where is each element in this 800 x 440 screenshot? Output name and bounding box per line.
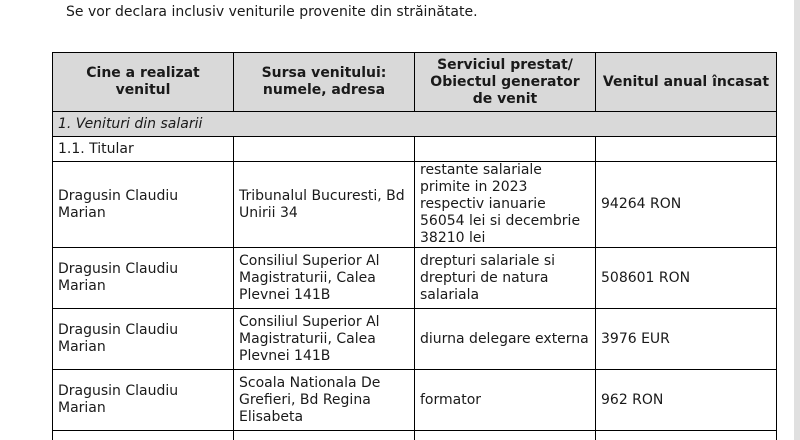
cell-service: formator: [415, 370, 596, 431]
cell-service: drepturi salariale si drepturi de natura salariala: [415, 248, 596, 309]
cell-source: Consiliul Superior Al Magistraturii, Calea Plevnei 141B: [234, 248, 415, 309]
header-source: Sursa venitului: numele, adresa: [234, 53, 415, 112]
empty-cell: [415, 431, 596, 440]
header-service: Serviciul prestat/ Obiectul generator de venit: [415, 53, 596, 112]
page-edge-divider: [794, 0, 800, 440]
empty-cell: [415, 137, 596, 162]
subsection-label: 1.1. Titular: [53, 137, 234, 162]
empty-cell: [234, 431, 415, 440]
cell-income: 3976 EUR: [596, 309, 777, 370]
empty-cell: [596, 431, 777, 440]
section-label: 1. Venituri din salarii: [53, 112, 777, 137]
table-header-row: [53, 53, 777, 112]
table-row: [53, 309, 777, 370]
cell-income: 94264 RON: [596, 162, 777, 248]
empty-cell: [53, 431, 234, 440]
cell-source: Scoala Nationala De Grefieri, Bd Regina Elisabeta: [234, 370, 415, 431]
cell-who: Dragusin Claudiu Marian: [53, 162, 234, 248]
header-income: Venitul anual încasat: [596, 53, 777, 112]
table-row: [53, 162, 777, 248]
table-row: [53, 248, 777, 309]
cell-service: restante salariale primite in 2023 respectiv ianuarie 56054 lei si decembrie 38210 lei: [415, 162, 596, 248]
income-table: [52, 52, 777, 440]
table-row: [53, 370, 777, 431]
cell-source: Tribunalul Bucuresti, Bd Unirii 34: [234, 162, 415, 248]
cell-source: Consiliul Superior Al Magistraturii, Calea Plevnei 141B: [234, 309, 415, 370]
cell-who: Dragusin Claudiu Marian: [53, 309, 234, 370]
empty-cell: [234, 137, 415, 162]
cell-income: 962 RON: [596, 370, 777, 431]
intro-text: Se vor declara inclusiv veniturile provenite din străinătate.: [66, 4, 478, 20]
cell-service: diurna delegare externa: [415, 309, 596, 370]
empty-cell: [596, 137, 777, 162]
table-row-partial: [53, 431, 777, 440]
header-who: Cine a realizat venitul: [53, 53, 234, 112]
cell-who: Dragusin Claudiu Marian: [53, 248, 234, 309]
subsection-row: [53, 137, 777, 162]
section-row: [53, 112, 777, 137]
cell-who: Dragusin Claudiu Marian: [53, 370, 234, 431]
cell-income: 508601 RON: [596, 248, 777, 309]
